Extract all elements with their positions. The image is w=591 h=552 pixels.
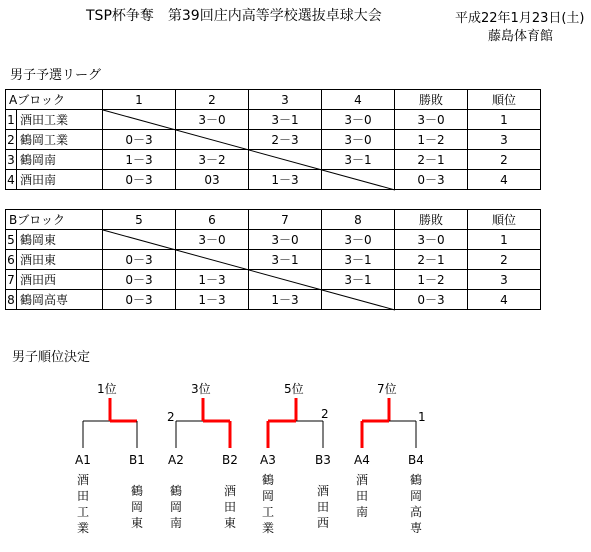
score-cell: 0－3	[103, 290, 176, 310]
row-number: 8	[6, 290, 17, 310]
seed-label: A1	[75, 453, 91, 467]
record-cell: 2－1	[395, 150, 468, 170]
place-label-5: 5位	[284, 382, 304, 396]
score-cell: 3－2	[176, 150, 249, 170]
score-cell: 1－3	[249, 290, 322, 310]
playoff-team-name: 酒田東	[223, 484, 236, 530]
record-cell: 2－1	[395, 250, 468, 270]
col-header: 1	[103, 90, 176, 110]
score-cell: 3－0	[176, 230, 249, 250]
col-header-record: 勝敗	[395, 90, 468, 110]
team-name: 酒田南	[17, 170, 103, 190]
record-cell: 0－3	[395, 170, 468, 190]
row-number: 4	[6, 170, 17, 190]
team-name: 酒田工業	[17, 110, 103, 130]
place-label-1: 1位	[97, 382, 117, 396]
row-number: 7	[6, 270, 17, 290]
score-cell: 1－3	[103, 150, 176, 170]
seed-label: A3	[260, 453, 276, 467]
score-cell: 3－1	[322, 250, 395, 270]
row-number: 2	[6, 130, 17, 150]
playoff-section-title: 男子順位決定	[12, 350, 91, 365]
seed-label: A4	[354, 453, 370, 467]
team-name: 鶴岡東	[17, 230, 103, 250]
score-cell: 1－3	[249, 170, 322, 190]
record-cell: 3－0	[395, 110, 468, 130]
bracket-1st-place	[83, 398, 137, 448]
col-header: 4	[322, 90, 395, 110]
score-cell: 3－0	[322, 230, 395, 250]
col-header: 2	[176, 90, 249, 110]
row-number: 6	[6, 250, 17, 270]
playoff-team-name: 酒田工業	[76, 473, 89, 535]
bracket-7th-place	[362, 398, 416, 448]
score-cell: 0－3	[103, 250, 176, 270]
seed-label: A2	[168, 453, 184, 467]
rank-cell: 1	[468, 110, 541, 130]
event-date: 平成22年1月23日(土)	[455, 11, 585, 26]
score-cell: 3－1	[249, 110, 322, 130]
team-name: 鶴岡高専	[17, 290, 103, 310]
row-number: 5	[6, 230, 17, 250]
league-section-title: 男子予選リーグ	[10, 68, 102, 83]
rank-cell: 2	[468, 250, 541, 270]
playoff-team-name: 鶴岡高専	[409, 473, 422, 535]
rank-cell: 3	[468, 130, 541, 150]
playoff-team-name: 酒田南	[355, 473, 368, 519]
team-name: 鶴岡南	[17, 150, 103, 170]
event-venue: 藤島体育館	[488, 29, 554, 44]
record-cell: 1－2	[395, 270, 468, 290]
score-cell: 3－0	[176, 110, 249, 130]
playoff-team-name: 酒田西	[316, 484, 329, 530]
score-cell: 3－0	[322, 130, 395, 150]
rank-cell: 2	[468, 150, 541, 170]
bracket-5th-place	[268, 398, 323, 448]
team-name: 酒田東	[17, 250, 103, 270]
row-number: 1	[6, 110, 17, 130]
score-cell: 3－1	[322, 150, 395, 170]
score-cell: 1－3	[176, 270, 249, 290]
record-cell: 1－2	[395, 130, 468, 150]
rank-cell: 1	[468, 230, 541, 250]
rank-cell: 4	[468, 170, 541, 190]
playoff-team-name: 鶴岡工業	[261, 473, 274, 535]
seed-label: B3	[315, 453, 331, 467]
block-b-label: Bブロック	[6, 210, 103, 230]
seed-label: B2	[222, 453, 238, 467]
col-header: 6	[176, 210, 249, 230]
game-score: 1	[418, 410, 426, 424]
score-cell: 03	[176, 170, 249, 190]
score-cell: 1－3	[176, 290, 249, 310]
game-score: 2	[167, 410, 175, 424]
team-name: 酒田西	[17, 270, 103, 290]
row-number: 3	[6, 150, 17, 170]
page-title: TSP杯争奪 第39回庄内高等学校選抜卓球大会	[86, 8, 382, 24]
playoff-team-name: 鶴岡東	[130, 484, 143, 530]
place-label-7: 7位	[377, 382, 397, 396]
col-header-rank: 順位	[468, 210, 541, 230]
col-header: 8	[322, 210, 395, 230]
col-header-record: 勝敗	[395, 210, 468, 230]
seed-label: B4	[408, 453, 424, 467]
col-header: 3	[249, 90, 322, 110]
score-cell: 3－0	[322, 110, 395, 130]
score-cell: 3－1	[249, 250, 322, 270]
team-name: 鶴岡工業	[17, 130, 103, 150]
rank-cell: 3	[468, 270, 541, 290]
place-label-3: 3位	[191, 382, 211, 396]
block-a-label: Aブロック	[6, 90, 103, 110]
bracket-3rd-place	[176, 398, 230, 448]
rank-cell: 4	[468, 290, 541, 310]
playoff-team-name: 鶴岡南	[169, 484, 182, 530]
col-header: 5	[103, 210, 176, 230]
score-cell: 3－0	[249, 230, 322, 250]
score-cell: 0－3	[103, 130, 176, 150]
col-header-rank: 順位	[468, 90, 541, 110]
score-cell: 0－3	[103, 170, 176, 190]
col-header: 7	[249, 210, 322, 230]
record-cell: 3－0	[395, 230, 468, 250]
seed-label: B1	[129, 453, 145, 467]
score-cell: 0－3	[103, 270, 176, 290]
game-score: 2	[321, 407, 329, 421]
score-cell: 3－1	[322, 270, 395, 290]
record-cell: 0－3	[395, 290, 468, 310]
score-cell: 2－3	[249, 130, 322, 150]
